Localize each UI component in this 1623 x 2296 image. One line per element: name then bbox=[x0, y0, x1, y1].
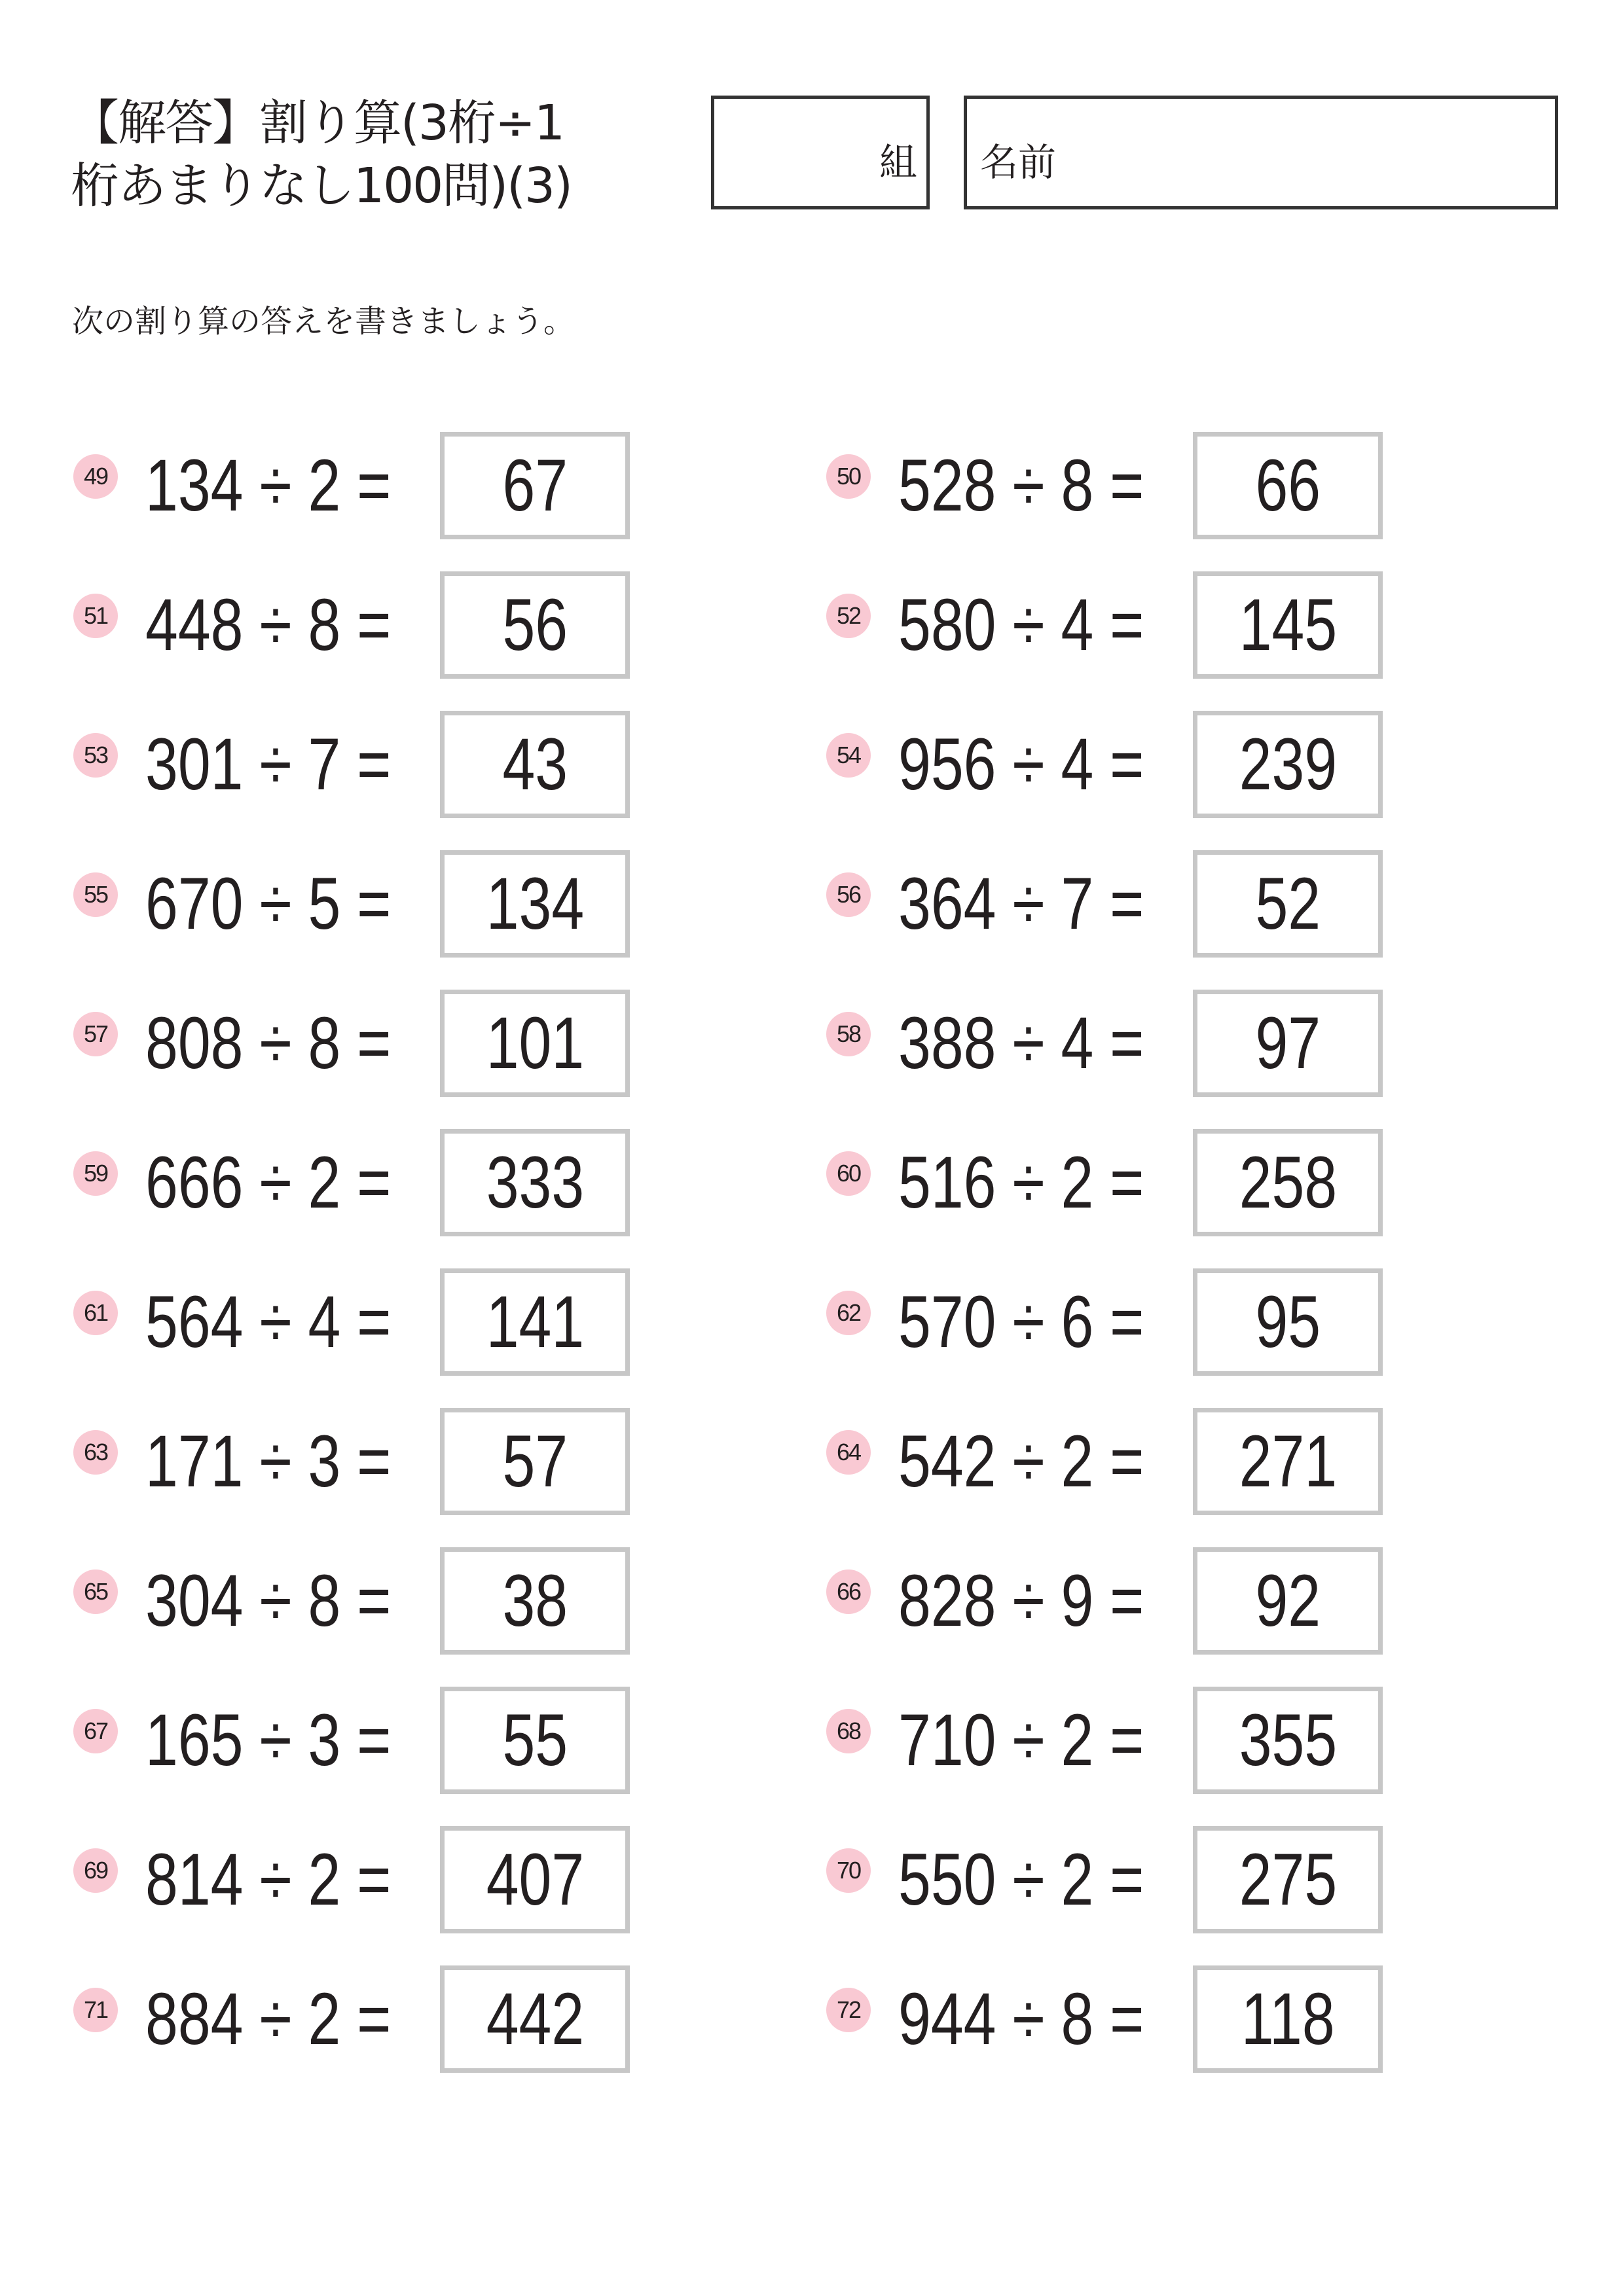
answer-value: 55 bbox=[502, 1699, 568, 1781]
answer-box bbox=[440, 571, 630, 679]
answer-value: 67 bbox=[502, 444, 568, 526]
problem-number-badge: 66 bbox=[826, 1570, 871, 1614]
problem-expression: 304 ÷ 8 = bbox=[145, 1560, 392, 1641]
problem-expression: 884 ÷ 2 = bbox=[145, 1978, 392, 2060]
answer-box bbox=[440, 1129, 630, 1236]
problem-expression: 666 ÷ 2 = bbox=[145, 1141, 392, 1223]
answer-value: 333 bbox=[486, 1141, 584, 1223]
problem-expression: 388 ÷ 4 = bbox=[898, 1002, 1144, 1084]
answer-value: 258 bbox=[1239, 1141, 1337, 1223]
answer-box bbox=[1193, 1547, 1383, 1655]
answer-value: 118 bbox=[1241, 1978, 1335, 2060]
problem-number-badge: 67 bbox=[73, 1709, 118, 1753]
answer-value: 95 bbox=[1255, 1281, 1321, 1363]
answer-value: 134 bbox=[486, 863, 584, 944]
problem-expression: 364 ÷ 7 = bbox=[898, 863, 1144, 944]
instruction-text: 次の割り算の答えを書きましょう。 bbox=[72, 303, 575, 340]
answer-box bbox=[1193, 432, 1383, 539]
problem-number-badge: 56 bbox=[826, 872, 871, 917]
problem-expression: 448 ÷ 8 = bbox=[145, 584, 392, 666]
problem-number-badge: 49 bbox=[73, 454, 118, 499]
problem-expression: 542 ÷ 2 = bbox=[898, 1420, 1144, 1502]
problem-number-badge: 59 bbox=[73, 1151, 118, 1196]
answer-box bbox=[440, 850, 630, 958]
answer-box bbox=[1193, 1129, 1383, 1236]
answer-box bbox=[440, 1687, 630, 1794]
problem-expression: 301 ÷ 7 = bbox=[145, 723, 392, 805]
problem-number-badge: 72 bbox=[826, 1988, 871, 2032]
answer-box bbox=[1193, 1408, 1383, 1515]
answer-value: 66 bbox=[1255, 444, 1321, 526]
answer-value: 38 bbox=[502, 1560, 568, 1641]
answer-box bbox=[1193, 1965, 1383, 2073]
answer-value: 43 bbox=[502, 723, 568, 805]
answer-box bbox=[440, 1826, 630, 1933]
problem-number-badge: 55 bbox=[73, 872, 118, 917]
answer-box bbox=[440, 711, 630, 818]
problem-number-badge: 51 bbox=[73, 594, 118, 638]
answer-value: 407 bbox=[486, 1839, 584, 1920]
answer-value: 56 bbox=[502, 584, 568, 666]
problem-number-badge: 53 bbox=[73, 733, 118, 778]
problem-number-badge: 52 bbox=[826, 594, 871, 638]
problem-number-badge: 57 bbox=[73, 1012, 118, 1056]
problem-expression: 814 ÷ 2 = bbox=[145, 1839, 392, 1920]
problem-number-badge: 70 bbox=[826, 1848, 871, 1893]
problem-expression: 670 ÷ 5 = bbox=[145, 863, 392, 944]
answer-value: 271 bbox=[1239, 1420, 1337, 1502]
answer-value: 101 bbox=[486, 1002, 584, 1084]
problem-expression: 564 ÷ 4 = bbox=[145, 1281, 392, 1363]
answer-value: 97 bbox=[1255, 1002, 1321, 1084]
problem-expression: 808 ÷ 8 = bbox=[145, 1002, 392, 1084]
problem-number-badge: 69 bbox=[73, 1848, 118, 1893]
problem-number-badge: 64 bbox=[826, 1430, 871, 1475]
problem-expression: 550 ÷ 2 = bbox=[898, 1839, 1144, 1920]
answer-value: 52 bbox=[1255, 863, 1321, 944]
problem-number-badge: 58 bbox=[826, 1012, 871, 1056]
answer-box bbox=[1193, 1826, 1383, 1933]
problem-expression: 516 ÷ 2 = bbox=[898, 1141, 1144, 1223]
problem-number-badge: 68 bbox=[826, 1709, 871, 1753]
problem-expression: 528 ÷ 8 = bbox=[898, 444, 1144, 526]
answer-box bbox=[440, 1547, 630, 1655]
problem-expression: 828 ÷ 9 = bbox=[898, 1560, 1144, 1641]
problem-number-badge: 62 bbox=[826, 1291, 871, 1335]
answer-value: 239 bbox=[1239, 723, 1337, 805]
answer-box bbox=[440, 1268, 630, 1376]
answer-box bbox=[1193, 1268, 1383, 1376]
problem-expression: 165 ÷ 3 = bbox=[145, 1699, 392, 1781]
answer-value: 92 bbox=[1255, 1560, 1321, 1641]
problem-expression: 171 ÷ 3 = bbox=[145, 1420, 392, 1502]
answer-box bbox=[1193, 850, 1383, 958]
name-field[interactable] bbox=[964, 96, 1558, 209]
answer-value: 355 bbox=[1239, 1699, 1337, 1781]
answer-box bbox=[1193, 711, 1383, 818]
answer-value: 57 bbox=[502, 1420, 568, 1502]
problem-number-badge: 65 bbox=[73, 1570, 118, 1614]
problem-expression: 580 ÷ 4 = bbox=[898, 584, 1144, 666]
answer-box bbox=[440, 432, 630, 539]
problem-expression: 956 ÷ 4 = bbox=[898, 723, 1144, 805]
answer-box bbox=[1193, 571, 1383, 679]
problem-number-badge: 71 bbox=[73, 1988, 118, 2032]
problem-expression: 944 ÷ 8 = bbox=[898, 1978, 1144, 2060]
answer-value: 275 bbox=[1239, 1839, 1337, 1920]
class-field[interactable] bbox=[711, 96, 930, 209]
answer-box bbox=[440, 990, 630, 1097]
page-title: 【解答】割り算(3桁÷1 桁あまりなし100問)(3) bbox=[71, 95, 572, 214]
answer-value: 442 bbox=[486, 1978, 584, 2060]
problem-number-badge: 50 bbox=[826, 454, 871, 499]
answer-box bbox=[440, 1965, 630, 2073]
problem-number-badge: 54 bbox=[826, 733, 871, 778]
answer-box bbox=[1193, 990, 1383, 1097]
problem-number-badge: 60 bbox=[826, 1151, 871, 1196]
problem-expression: 570 ÷ 6 = bbox=[898, 1281, 1144, 1363]
problem-expression: 134 ÷ 2 = bbox=[145, 444, 392, 526]
problem-number-badge: 61 bbox=[73, 1291, 118, 1335]
problem-expression: 710 ÷ 2 = bbox=[898, 1699, 1144, 1781]
name-label: 名前 bbox=[980, 140, 1057, 185]
answer-value: 141 bbox=[486, 1281, 584, 1363]
class-label: 組 bbox=[879, 140, 917, 185]
answer-box bbox=[440, 1408, 630, 1515]
answer-box bbox=[1193, 1687, 1383, 1794]
problem-number-badge: 63 bbox=[73, 1430, 118, 1475]
answer-value: 145 bbox=[1239, 584, 1337, 666]
